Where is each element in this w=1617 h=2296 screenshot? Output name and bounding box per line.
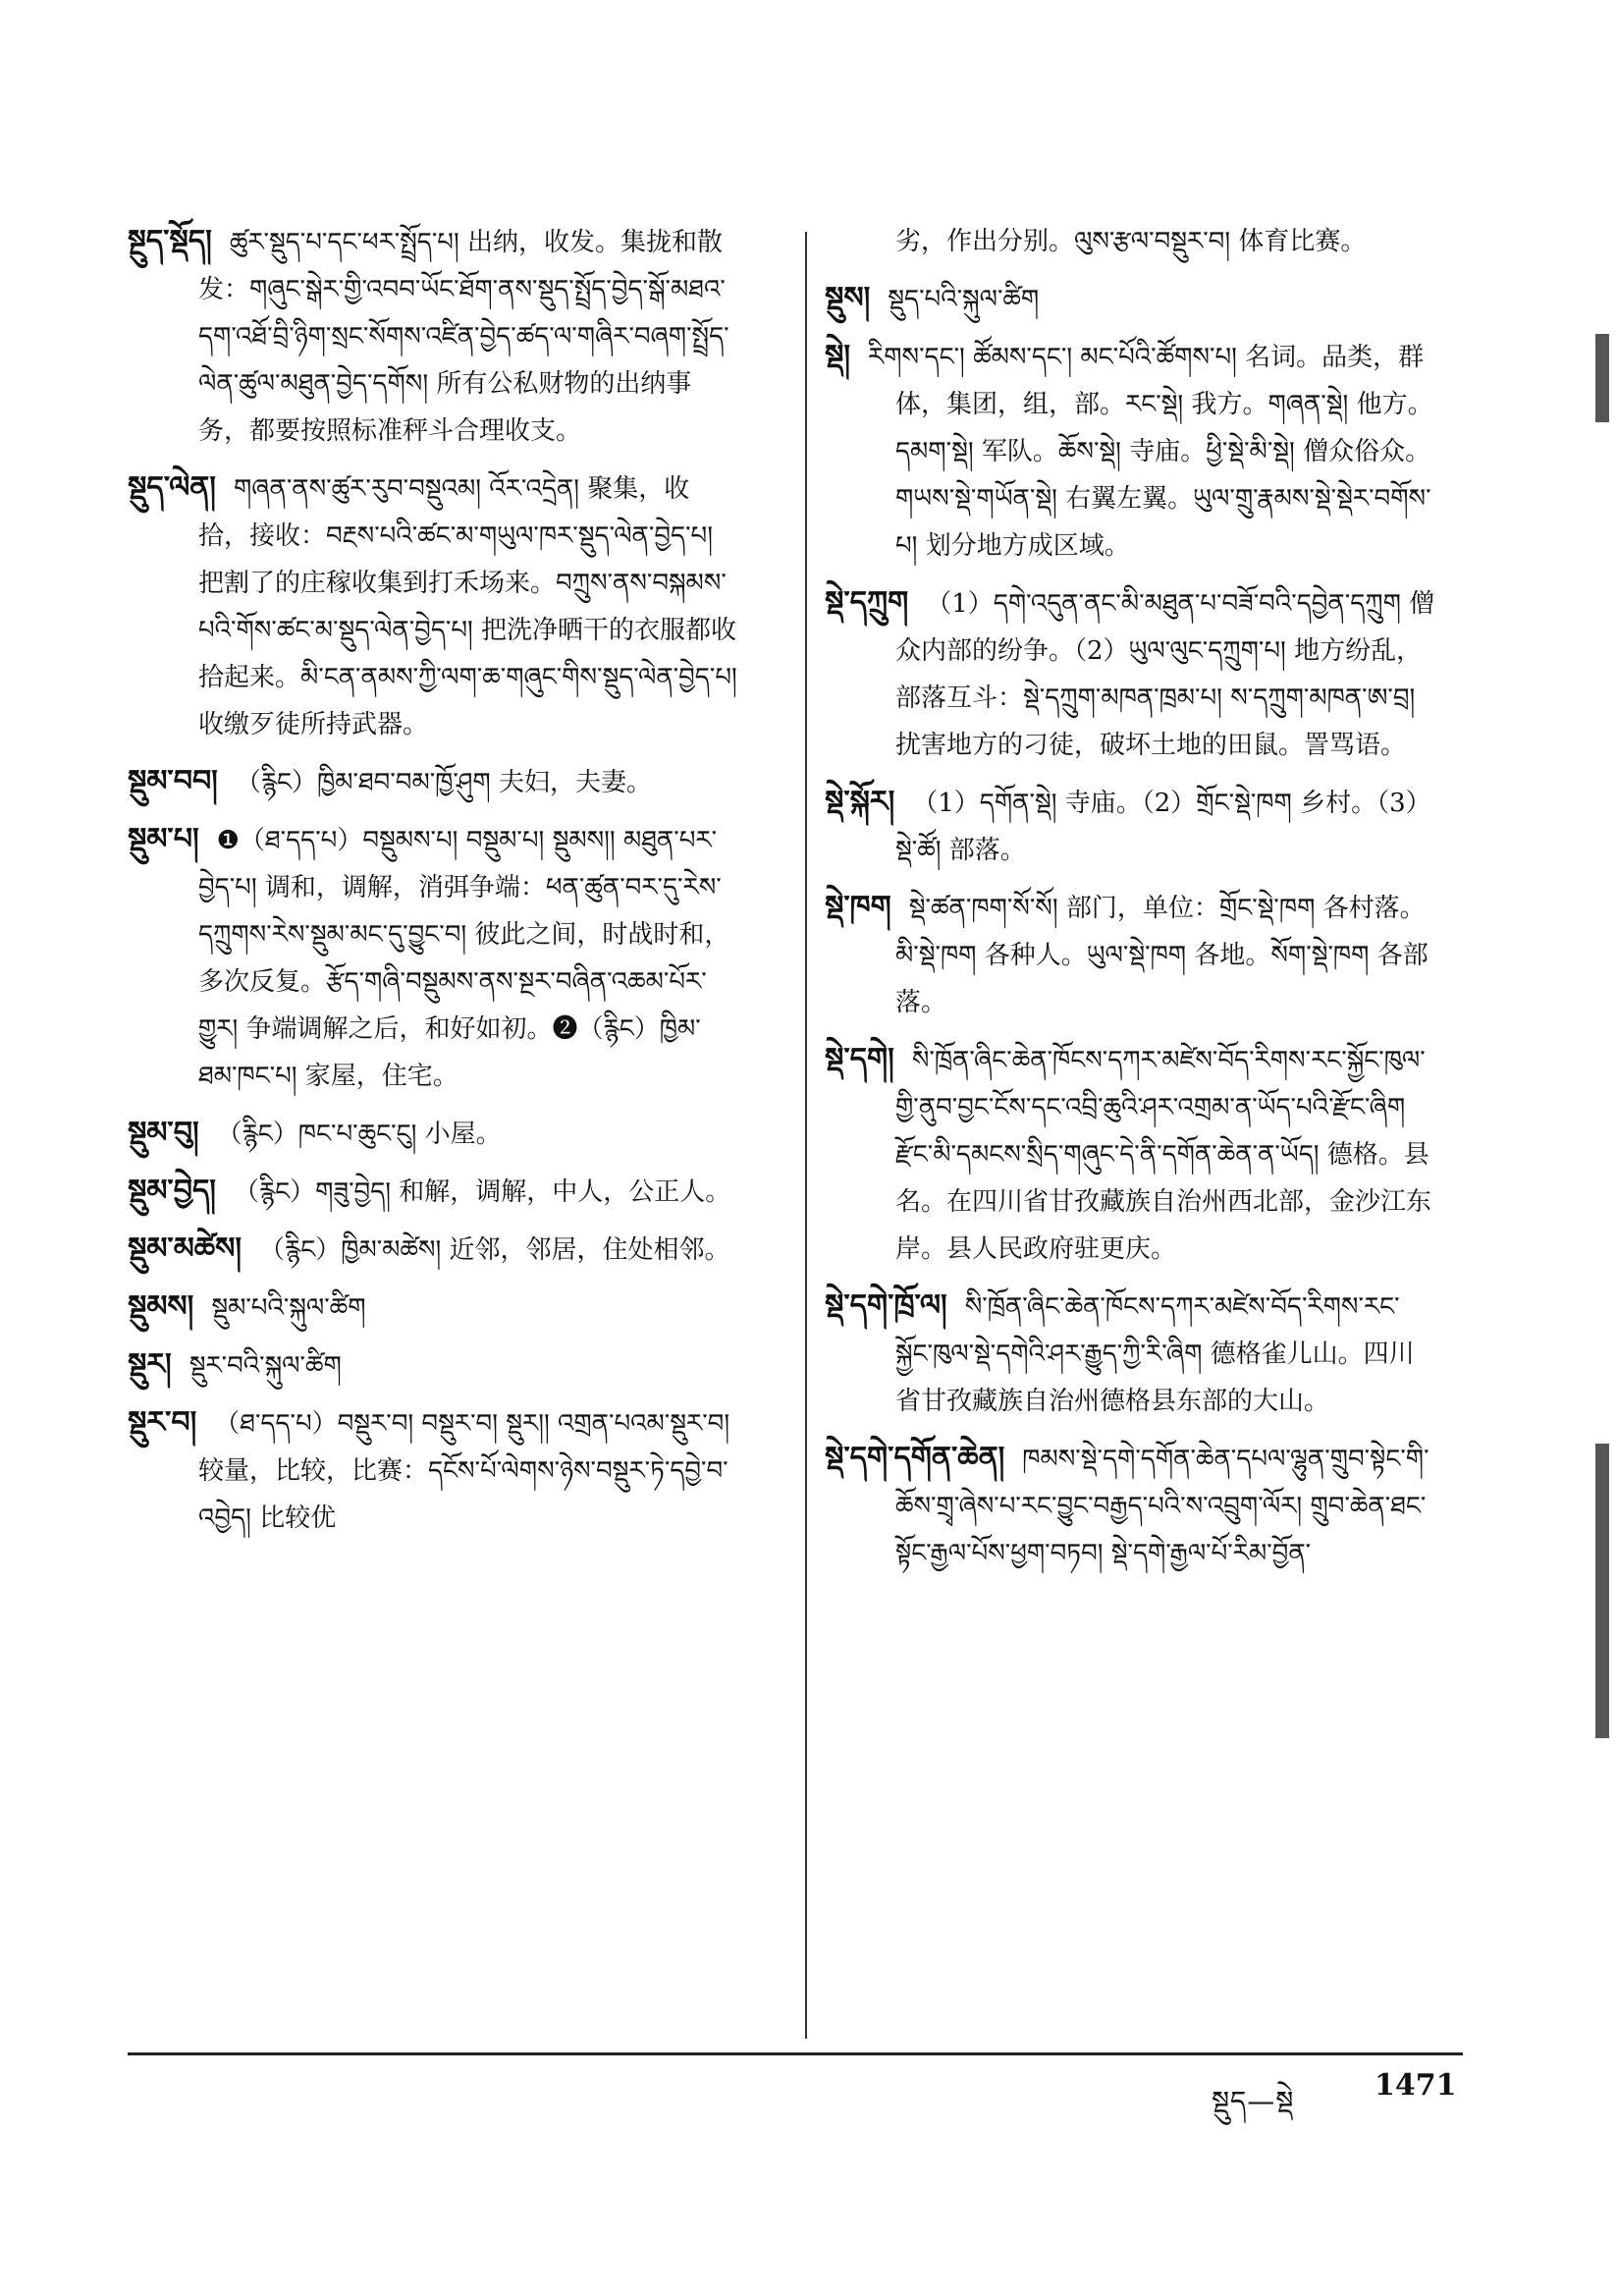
dictionary-entry xyxy=(825,275,1435,323)
footer-rule xyxy=(128,2052,1463,2055)
page-number: 1471 xyxy=(1374,2068,1457,2103)
entry-definition: གཞན་ནས་ཚུར་རུབ་བསྡུའམ། འོར་འདྲེན། 聚集，收拾，接收：བརྔས་པའི་ཚང་མ་གཡུལ་ཁར་སྡུད་ལེན་བྱེད་པ། 把割了的庄稼收集到打禾场来。བཀྲུས་ནས་བསྐམས་པའི་གོས་ཚང་མ་སྡུད་ལེན་བྱེད་པ། 把洗净晒干的衣服都收拾起来。མི་ངན་ནམས་ཀྱི་ལག་ཆ་གཞུང་གིས་སྡུད་ལེན་བྱེད་པ། 收缴歹徒所持武器。 xyxy=(198,474,737,739)
entry-definition: སྡུམ་པའི་སྐུལ་ཚིག xyxy=(211,1293,366,1323)
dictionary-entry xyxy=(128,1110,738,1158)
entry-headword: སྡུར་བ། xyxy=(128,1405,197,1440)
running-head: སྡུད—སྡེ xyxy=(1212,2085,1295,2117)
entry-definition: （རྙིང）གཟུ་བྱེད། 和解，调解，中人，公正人。 xyxy=(233,1177,731,1207)
entry-definition: སྡེ་ཚན་ཁག་སོ་སོ། 部门，单位：གྲོང་སྡེ་ཁག 各村落。མི་སྡེ་ཁག 各种人。ཡུལ་སྡེ་ཁག 各地。སོག་སྡེ་ཁག 各部落。 xyxy=(895,894,1428,1017)
dictionary-entry xyxy=(128,1168,738,1216)
dictionary-entry xyxy=(128,816,738,1100)
entry-definition: ཚུར་སྡུད་པ་དང་ཕར་སྤྲོད་པ། 出纳，收发。集拢和散发：གཞུང་སྒེར་གྱི་འབབ་ཡོང་ཐོག་ནས་སྡུད་སྤྲོད་བྱེད་སྒོ་མཐའ་དག་འཐོ་བྲི་ཉིག་སྲང་སོགས་འཛིན་བྱེད་ཚད་ལ་གཞིར་བཞག་སྤྲོད་ལེན་ཚུལ་མཐུན་བྱེད་དགོས། 所有公私财物的出纳事务，都要按照标准秤斗合理收支。 xyxy=(198,228,729,446)
dictionary-entry xyxy=(128,758,738,806)
entry-headword: སྡུམས། xyxy=(128,1289,194,1324)
scan-edge-marks xyxy=(1578,0,1617,2296)
entry-definition: སྡུར་བའི་སྐུལ་ཚིག xyxy=(189,1351,342,1381)
entry-definition: （1）དགེ་འདུན་ནང་མི་མཐུན་པ་བཟོ་བའི་དབྱེན་དཀྲུག 僧众内部的纷争。（2）ཡུལ་ལུང་དཀྲུག་པ། 地方纷乱，部落互斗：སྡེ་དཀྲུག་མཁན་ཁྲམ་པ། ས་དཀྲུག་མཁན་ཨ་བྲ། 扰害地方的刁徒，破坏土地的田鼠。詈骂语。 xyxy=(895,589,1435,760)
entry-headword: སྡུས། xyxy=(825,281,871,315)
entry-definition: （རྙིང）ཁང་པ་ཆུང་ངུ། 小屋。 xyxy=(216,1120,502,1149)
entry-headword: སྡེ་དགེ་ཁྲོ་ལ། xyxy=(825,1288,947,1323)
dictionary-entry xyxy=(128,218,738,455)
entry-headword: སྡུམ་བུ། xyxy=(128,1116,199,1150)
entry-definition: སྡུད་པའི་སྐུལ་ཚིག xyxy=(888,285,1040,314)
entry-definition: སི་ཁྲོན་ཞིང་ཆེན་ཁོངས་དཀར་མཛེས་བོད་རིགས་རང་སྐྱོང་ཁུལ་སྡེ་དགེའི་ཤར་རྒྱུད་ཀྱི་རི་ཞིག 德格雀儿山。四川省甘孜藏族自治州德格县东部的大山。 xyxy=(895,1292,1415,1416)
entry-headword: སྡེ་སྐོར། xyxy=(825,785,895,819)
entry-headword: སྡུད་ལེན། xyxy=(128,470,216,505)
entry-definition: 劣，作出分别。ལུས་རྩལ་བསྡུར་བ། 体育比赛。 xyxy=(895,227,1367,256)
entry-definition: （ཐ་དད་པ）བསྡུར་བ། བསྡུར་བ། སྡུར།། འགྲན་པའམ་སྡུར་བ། 较量，比较，比赛：དངོས་པོ་ལེགས་ཉེས་བསྡུར་ཏེ་དབྱེ་བ་འབྱེད། 比较优 xyxy=(198,1409,730,1533)
entry-headword: སྡེ་དཀྲུག xyxy=(825,585,909,620)
entry-headword: སྡེ་དགེ། xyxy=(825,1042,894,1076)
column-divider xyxy=(805,232,807,2039)
entry-headword: སྡུམ་བྱེད། xyxy=(128,1174,216,1208)
dictionary-entry xyxy=(825,579,1435,769)
dictionary-entry xyxy=(128,1284,738,1332)
dictionary-entry xyxy=(825,1036,1435,1273)
entry-definition: ཁམས་སྡེ་དགེ་དགོན་ཆེན་དཔལ་ལྷུན་གྲུབ་སྟེང་གི་ཆོས་གྲྭ་ཞེས་པ་རང་བྱུང་བརྒྱད་པའི་ས་འབྲུག་ལོར། གྲུབ་ཆེན་ཐང་སྟོང་རྒྱལ་པོས་ཕྱག་བཏབ། སྡེ་དགེ་རྒྱལ་པོ་རིམ་བྱོན་ xyxy=(895,1445,1429,1568)
dictionary-entry xyxy=(128,465,738,748)
left-column xyxy=(128,218,738,1552)
entry-definition: སི་ཁྲོན་ཞིང་ཆེན་ཁོངས་དཀར་མཛེས་བོད་རིགས་རང་སྐྱོང་ཁུལ་གྱི་ནུབ་བྱང་ངོས་དང་འབྲི་ཆུའི་ཤར་འགྲམ་ན་ཡོད་པའི་རྫོང་ཞིག རྫོང་མི་དམངས་སྲིད་གཞུང་དེ་ནི་དགོན་ཆེན་ན་ཡོད། 德格。县名。在四川省甘孜藏族自治州西北部，金沙江东岸。县人民政府驻更庆。 xyxy=(895,1046,1432,1264)
dictionary-entry xyxy=(825,1283,1435,1425)
entry-headword: སྡུམ་མཚེས། xyxy=(128,1231,243,1266)
entry-headword: སྡེ་དགེ་དགོན་ཆེན། xyxy=(825,1441,1005,1475)
dictionary-entry xyxy=(128,1341,738,1390)
entry-definition: ❶（ཐ་དད་པ）བསྡུམས་པ། བསྡུམ་པ། སྡུམས།། མཐུན་པར་བྱེད་པ། 调和，调解，消弭争端：ཕན་ཚུན་བར་དུ་རེས་དཀྲུགས་རེས་སྡུམ་མང་དུ་བྱུང་བ། 彼此之间，时战时和，多次反复。རྩོད་གཞི་བསྡུམས་ནས་སྔར་བཞིན་འཆམ་པོར་གྱུར། 争端调解之后，和好如初。❷（རྙིང）ཁྱིམ་ཐམ་ཁང་པ། 家屋，住宅。 xyxy=(198,826,730,1091)
dictionary-entry xyxy=(128,1226,738,1274)
entry-definition: （རྙིང）ཁྱིམ་མཚེས། 近邻，邻居，住处相邻。 xyxy=(259,1235,730,1265)
entry-headword: སྔུད་སྡོད། xyxy=(128,224,212,258)
dictionary-entry xyxy=(825,884,1435,1026)
entry-definition: （རྙིང）ཁྱིམ་ཐབ་བམ་ཁྱོ་ཤུག 夫妇，夫妻。 xyxy=(235,768,653,797)
entry-headword: སྡེ། xyxy=(825,339,851,373)
dictionary-entry xyxy=(825,779,1435,874)
entry-definition: རིགས་དང་། ཚོམས་དང་། མང་པོའི་ཚོགས་པ། 名词。品类，群体，集团，组，部。རང་སྡེ། 我方。གཞན་སྡེ། 他方。དམག་སྡེ། 军队。ཆོས་སྡེ། 寺庙。ཕྱི་སྡེ་མི་སྡེ། 僧众俗众。གཡས་སྡེ་གཡོན་སྡེ། 右翼左翼。ཡུལ་གྲུ་རྣམས་སྡེ་སྡེར་བགོས་པ། 划分地方成区域。 xyxy=(868,343,1433,561)
entry-headword: སྡེ་ཁག xyxy=(825,890,891,924)
entry-definition: （1）དགོན་སྡེ། 寺庙。（2）གྲོང་སྡེ་ཁག 乡村。（3）སྡེ་ཚོ། 部落。 xyxy=(895,789,1431,865)
entry-headword: སྡུར། xyxy=(128,1347,172,1382)
entry-headword: སྡུམ་པ། xyxy=(128,822,199,856)
entry-headword: སྡུམ་བབ། xyxy=(128,764,218,798)
dictionary-entry xyxy=(128,1399,738,1542)
dictionary-entry xyxy=(825,1435,1435,1577)
dictionary-entry xyxy=(825,333,1435,570)
dictionary-entry xyxy=(825,218,1435,265)
right-column xyxy=(825,218,1435,1587)
